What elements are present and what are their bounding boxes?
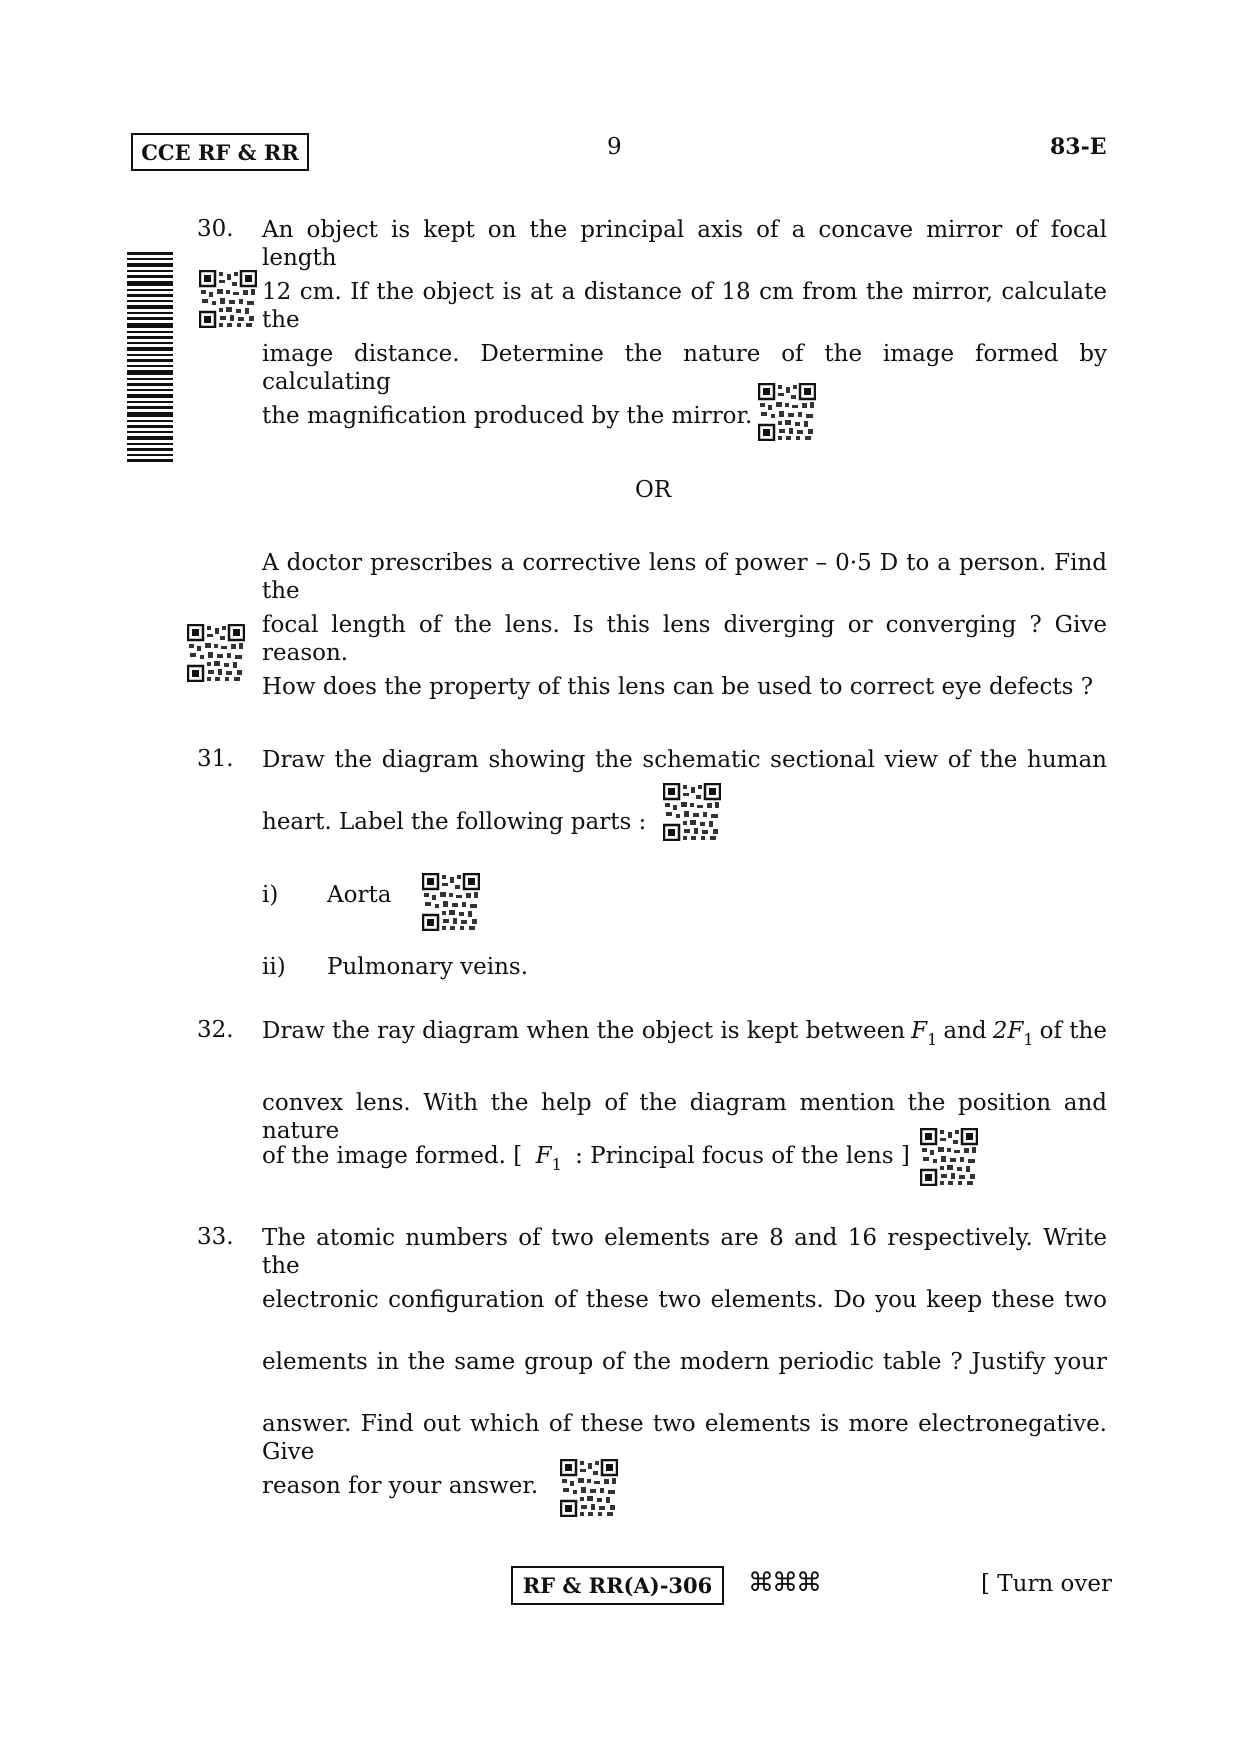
footer-code-box — [511, 1566, 724, 1605]
q32-line-3-end: : Principal focus of the lens ] — [575, 1143, 910, 1169]
q30-line-1: An object is kept on the principal axis of a concave mirror of focal length — [262, 217, 1107, 271]
ornament-icon: ⌘⌘⌘ — [748, 1568, 820, 1598]
q30-line-2: 12 cm. If the object is at a distance of 18 cm from the mirror, calculate the — [262, 279, 1107, 333]
qr-code-icon — [560, 1459, 618, 1517]
q30-alt-line-3: How does the property of this lens can be used to correct eye defects ? — [262, 674, 1094, 700]
turn-over-label: [ Turn over — [981, 1571, 1113, 1597]
header-left-label: CCE RF & RR — [141, 139, 299, 165]
q30-line-4: the magnification produced by the mirror. — [262, 403, 753, 429]
question-number: 32. — [197, 1017, 234, 1043]
or-divider: OR — [635, 477, 672, 503]
q32-line-2: convex lens. With the help of the diagram mention the position and nature — [262, 1090, 1107, 1144]
q32-line-1-text: Draw the ray diagram when the object is kept between — [262, 1018, 906, 1044]
qr-code-icon — [663, 783, 721, 841]
of-the-word: of the — [1039, 1018, 1107, 1044]
q33-line-2: electronic configuration of these two elements. Do you keep these two — [262, 1287, 1107, 1313]
q33-line-5: reason for your answer. — [262, 1473, 539, 1499]
q32-line-1 — [262, 1017, 1107, 1047]
q30-alt-line-1: A doctor prescribes a corrective lens of power – 0·5 D to a person. Find the — [262, 550, 1107, 604]
two-f1-symbol: $2F_1$ — [992, 1018, 1034, 1049]
qr-code-icon — [422, 873, 480, 931]
f1-symbol: $F_1$ — [911, 1018, 938, 1049]
q33-line-4: answer. Find out which of these two elements is more electronegative. Give — [262, 1411, 1107, 1465]
list-item: Aorta — [327, 882, 392, 908]
barcode-icon — [127, 252, 173, 462]
header-code-box — [131, 133, 309, 171]
q30-alt-line-2: focal length of the lens. Is this lens diverging or converging ? Give reason. — [262, 612, 1107, 666]
qr-code-icon — [758, 383, 816, 441]
question-number: 30. — [197, 216, 234, 242]
f1-symbol: $F_1$ — [535, 1143, 562, 1174]
and-word: and — [943, 1018, 987, 1044]
q30-line-3: image distance. Determine the nature of the image formed by calculating — [262, 341, 1107, 395]
footer-code-label: RF & RR(A)-306 — [522, 1573, 713, 1598]
q31-line-2: heart. Label the following parts : — [262, 809, 647, 835]
qr-code-icon — [199, 270, 257, 328]
list-item-marker: i) — [262, 882, 279, 908]
q32-line-3-start: of the image formed. [ — [262, 1143, 523, 1169]
q33-line-1: The atomic numbers of two elements are 8 and 16 respectively. Write the — [262, 1225, 1107, 1279]
q32-line-3 — [262, 1142, 910, 1172]
q31-line-1: Draw the diagram showing the schematic sectional view of the human — [262, 747, 1107, 773]
question-number: 33. — [197, 1224, 234, 1250]
page-number: 9 — [607, 134, 622, 160]
list-item-marker: ii) — [262, 954, 286, 980]
qr-code-icon — [187, 624, 245, 682]
question-number: 31. — [197, 746, 234, 772]
qr-code-icon — [920, 1128, 978, 1186]
paper-code: 83-E — [1050, 134, 1107, 160]
q33-line-3: elements in the same group of the modern periodic table ? Justify your — [262, 1349, 1107, 1375]
list-item: Pulmonary veins. — [327, 954, 529, 980]
